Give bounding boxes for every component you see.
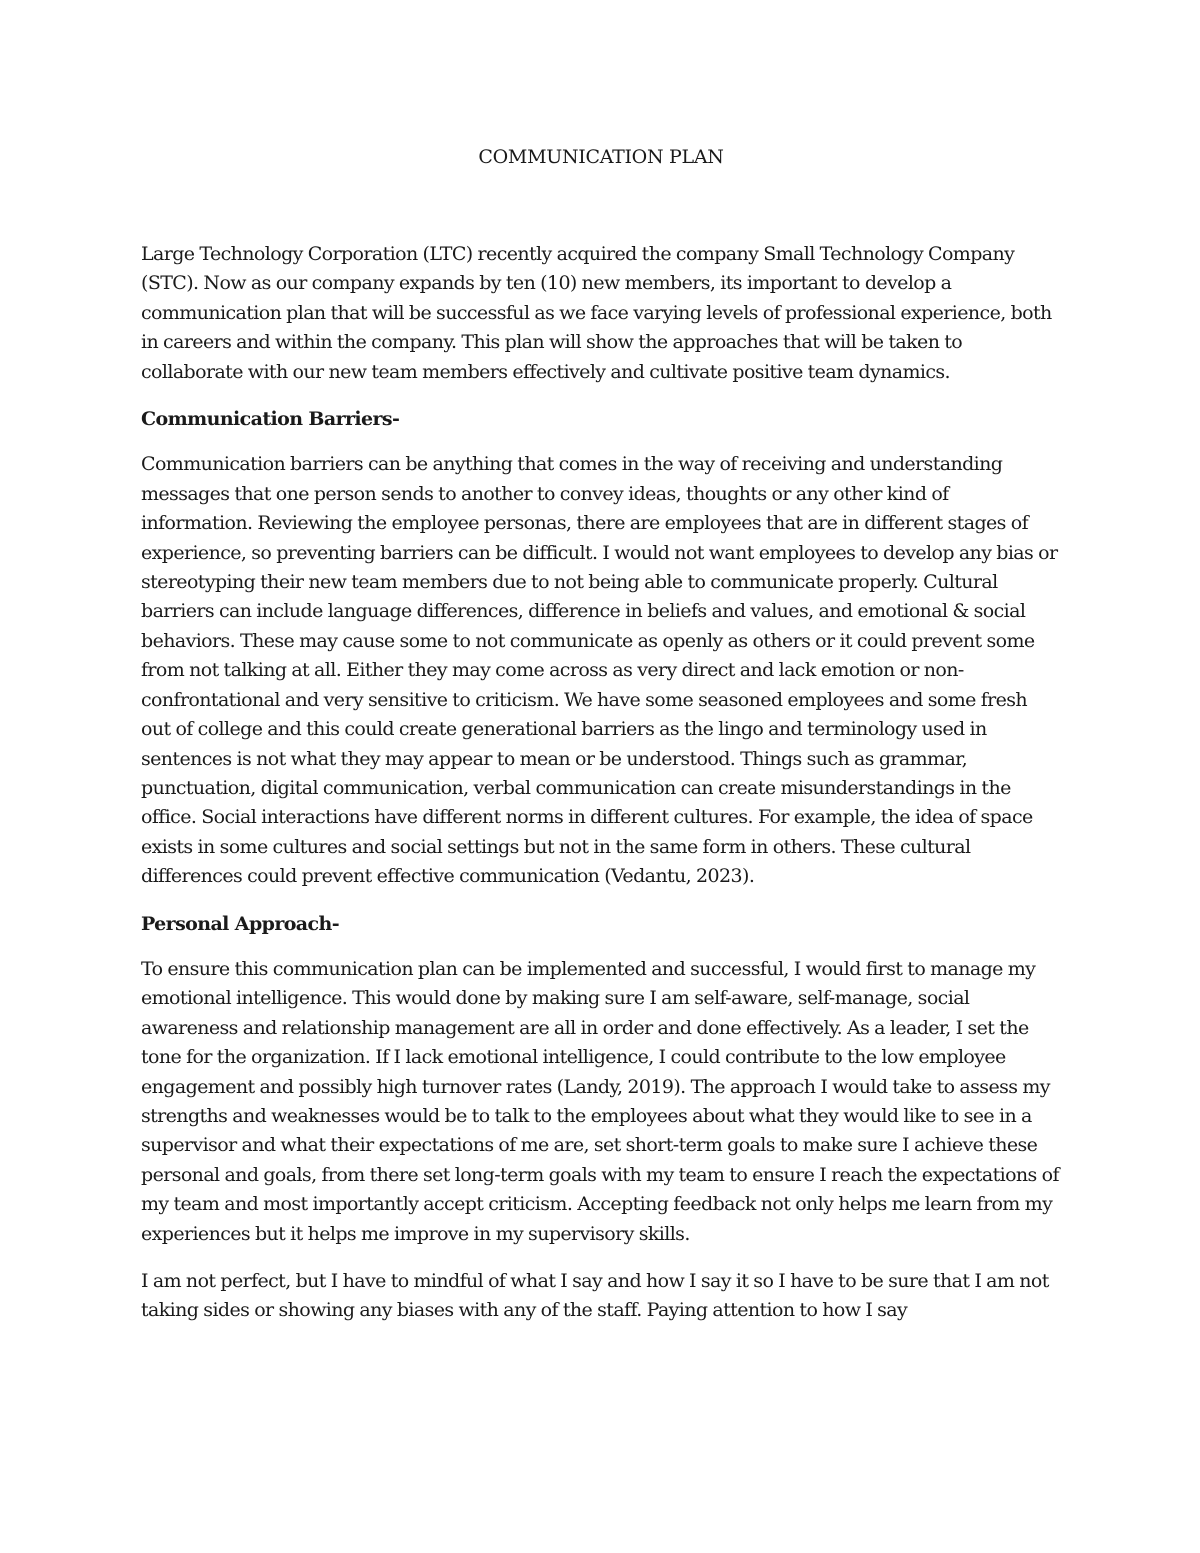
personal-approach-paragraph-1: To ensure this communication plan can be implemented and successful, I would first to manage my emotional intelligence. This would done by making sure I am self-aware, self-manage, social awareness and relationship management are all in order and done effectively. As a leader, I set the tone for the organization. If I lack emotional intelligence, I could contribute to the low employee engagement and possibly high turnover rates (Landy, 2019). The approach I would take to assess my strengths and weaknesses would be to talk to the employees about what they would like to see in a supervisor and what their expectations of me are, set short-term goals to make sure I achieve these personal and goals, from there set long-term goals with my team to ensure I reach the expectations of my team and most importantly accept criticism. Accepting feedback not only helps me learn from my experiences but it helps me improve in my supervisory skills. bbox=[141, 957, 1059, 1245]
section-heading-personal-approach: Personal Approach- bbox=[141, 912, 339, 935]
document-title: COMMUNICATION PLAN bbox=[478, 146, 724, 168]
document-content bbox=[141, 140, 1061, 1344]
section-heading-communication-barriers: Communication Barriers- bbox=[141, 408, 400, 431]
personal-approach-paragraph-2: I am not perfect, but I have to mindful of what I say and how I say it so I have to be sure that I am not taking sides or showing any biases with any of the staff. Paying attention to how I say bbox=[141, 1270, 1049, 1322]
communication-barriers-paragraph: Communication barriers can be anything that comes in the way of receiving and understanding messages that one person sends to another to convey ideas, thoughts or any other kind of information. Reviewing the employee personas, there are employees that are in different stages of experience, so preventing barriers can be difficult. I would not want employees to develop any bias or stereotyping their new team members due to not being able to communicate properly. Cultural barriers can include language differences, difference in beliefs and values, and emotional & social behaviors. These may cause some to not communicate as openly as others or it could prevent some from not talking at all. Either they may come across as very direct and lack emotion or non-confrontational and very sensitive to criticism. We have some seasoned employees and some fresh out of college and this could create generational barriers as the lingo and terminology used in sentences is not what they may appear to mean or be understood. Things such as grammar, punctuation, digital communication, verbal communication can create misunderstandings in the office. Social interactions have different norms in different cultures. For example, the idea of space exists in some cultures and social settings but not in the same form in others. These cultural differences could prevent effective communication (Vedantu, 2023). bbox=[141, 453, 1058, 888]
intro-paragraph: Large Technology Corporation (LTC) recently acquired the company Small Technology Company (STC). Now as our company expands by ten (10) new members, its important to develop a communication plan that will be successful as we face varying levels of professional experience, both in careers and within the company. This plan will show the approaches that will be taken to collaborate with our new team members effectively and cultivate positive team dynamics. bbox=[141, 243, 1052, 383]
